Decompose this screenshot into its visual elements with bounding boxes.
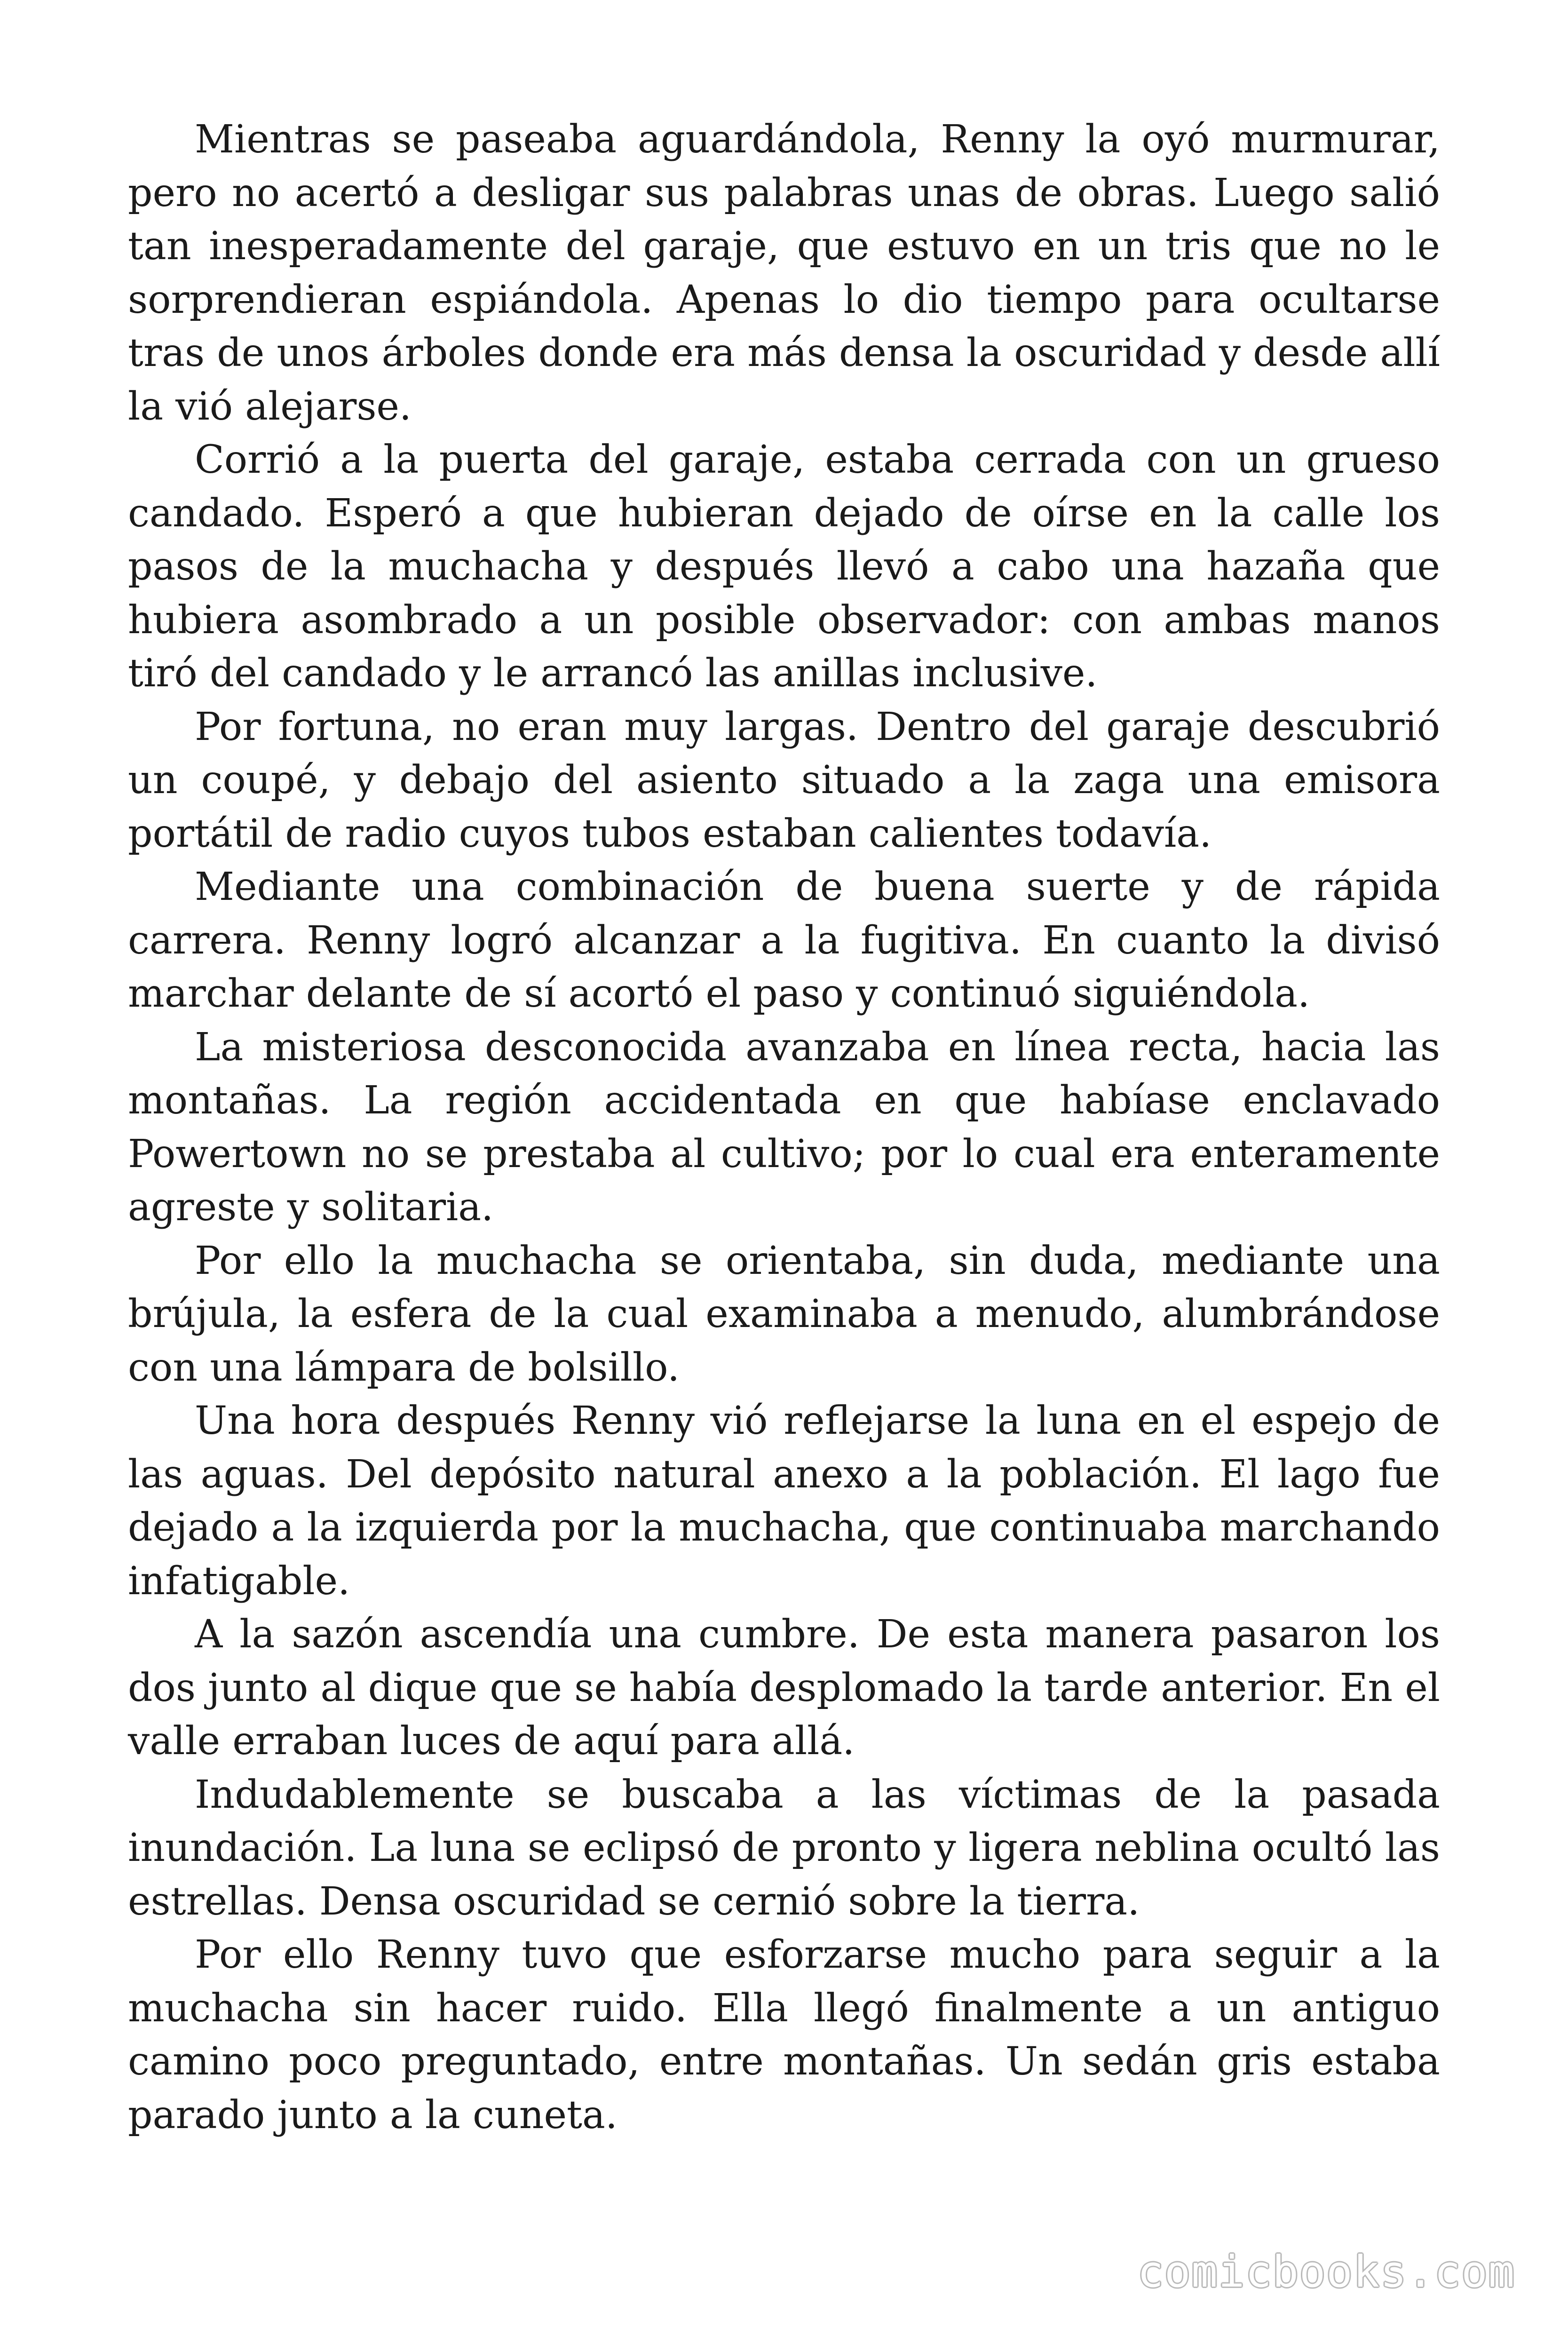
- body-text: [128, 113, 1440, 2142]
- paragraph: Mediante una combinación de buena suerte y de rápida carrera. Renny logró alcanzar a la fugitiva. En cuanto la divisó marchar delante de sí acortó el paso y continuó siguiéndola.: [128, 865, 1440, 1016]
- paragraph: Por ello Renny tuvo que esforzarse mucho para seguir a la muchacha sin hacer ruido. Ella llegó finalmente a un antiguo camino poco preguntado, entre montañas. Un sedán gris estaba parado junto a la cuneta.: [128, 1932, 1440, 2137]
- watermark: comicbooks.com: [1137, 2247, 1515, 2297]
- paragraph: Una hora después Renny vió reflejarse la luna en el espejo de las aguas. Del depósito natural anexo a la población. El lago fue dejado a la izquierda por la muchacha, que continuaba marchando infatigable.: [128, 1398, 1440, 1604]
- paragraph: Por ello la muchacha se orientaba, sin duda, mediante una brújula, la esfera de la cual examinaba a menudo, alumbrándose con una lámpara de bolsillo.: [128, 1238, 1440, 1390]
- paragraph: Corrió a la puerta del garaje, estaba cerrada con un grueso candado. Esperó a que hubieran dejado de oírse en la calle los pasos de la muchacha y después llevó a cabo una hazaña que hubiera asombrado a un posible observador: con ambas manos tiró del candado y le arrancó las anillas inclusive.: [128, 437, 1440, 696]
- paragraph: Por fortuna, no eran muy largas. Dentro del garaje descubrió un coupé, y debajo del asiento situado a la zaga una emisora portátil de radio cuyos tubos estaban calientes todavía.: [128, 704, 1440, 856]
- paragraph: A la sazón ascendía una cumbre. De esta manera pasaron los dos junto al dique que se había desplomado la tarde anterior. En el valle erraban luces de aquí para allá.: [128, 1612, 1441, 1764]
- paragraph: Mientras se paseaba aguardándola, Renny la oyó murmurar, pero no acertó a desligar sus palabras unas de obras. Luego salió tan inesperadamente del garaje, que estuvo en un tris que no le sorprendieran espiándola. Apenas lo dio tiempo para ocultarse tras de unos árboles donde era más densa la oscuridad y desde allí la vió alejarse.: [128, 117, 1440, 429]
- paragraph: La misteriosa desconocida avanzaba en línea recta, hacia las montañas. La región accidentada en que habíase enclavado Powertown no se prestaba al cultivo; por lo cual era enteramente agreste y solitaria.: [128, 1025, 1440, 1230]
- paragraph: Indudablemente se buscaba a las víctimas de la pasada inundación. La luna se eclipsó de pronto y ligera neblina ocultó las estrellas. Densa oscuridad se cernió sobre la tierra.: [128, 1772, 1440, 1924]
